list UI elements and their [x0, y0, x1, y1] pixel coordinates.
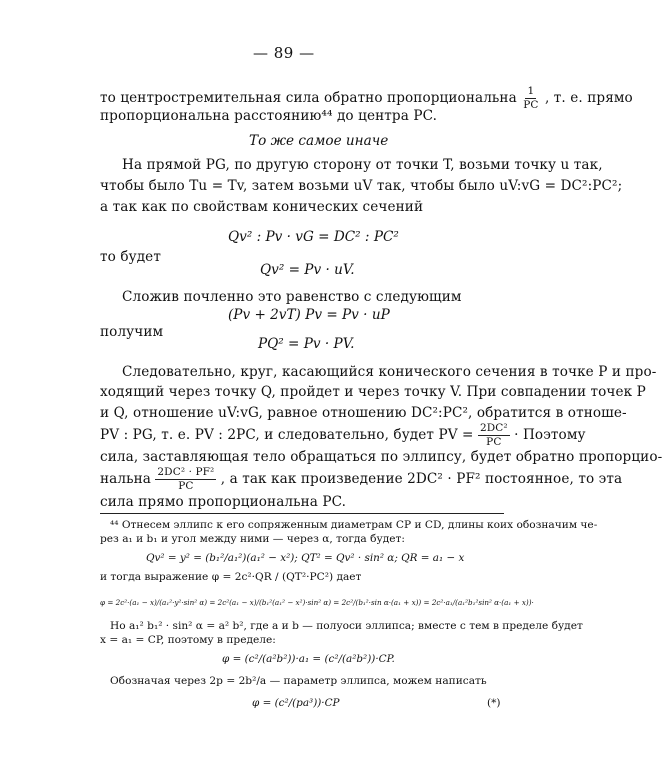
para1-line3: а так как по свойствам конических сечений	[100, 199, 424, 215]
equation-tag: (*)	[487, 697, 501, 709]
equation-2: Qv² = Pv · uV.	[260, 262, 355, 278]
para3-line4	[100, 423, 586, 448]
body-line-2: пропорциональна расстоянию⁴⁴ до центра PC.	[100, 108, 438, 124]
para3-line7: сила прямо пропорциональна PC.	[100, 494, 347, 510]
footnote-equation-2: φ = 2c²·(a₁ − x)/(a₁²·y²·sin² α) = 2c²(a₁ − x)/(b₁²(a₁² − x²)·sin² α) = 2c²/(b₁²·sin α·(a₁ + x)) = 2c²·a₁/(a₁²b₁²sin² α·(a₁ + x))·	[100, 598, 534, 607]
footnote-line1: ⁴⁴ Отнесем эллипс к его сопряженным диаметрам CP и CD, длины коих обозначим че-	[110, 519, 598, 531]
page-number: — 89 —	[253, 44, 315, 62]
footnote-equation-4: φ = (c²/(pa³))·CP	[252, 697, 340, 709]
fraction-numerator: 2DC² · PF²	[155, 467, 216, 480]
fraction-numerator: 1	[525, 86, 536, 99]
fraction-1-over-pc	[521, 86, 540, 111]
footnote-divider	[100, 513, 504, 514]
footnote-line2: рез a₁ и b₁ и угол между ними — через α, тогда будет:	[100, 533, 405, 545]
equation-1: Qv² : Pv · vG = DC² : PC²	[228, 229, 399, 245]
footnote-line5: x = a₁ = CP, поэтому в пределе:	[100, 634, 276, 646]
footnote-equation-3: φ = (c²/(a²b²))·a₁ = (c²/(a²b²))·CP.	[222, 653, 395, 665]
para3-line4-a: PV : PG, т. е. PV : 2PC, и следовательно, будет PV =	[100, 427, 474, 444]
footnote-line6: Обозначая через 2p = 2b²/a — параметр эллипса, можем написать	[110, 675, 487, 687]
fraction-2dc2pf2-over-pc	[155, 467, 216, 492]
fraction-denominator: PC	[486, 436, 502, 449]
para3-line2: ходящий через точку Q, пройдет и через точку V. При совпадении точек P	[100, 384, 646, 400]
fraction-denominator: PC	[178, 480, 194, 493]
body-line-1-tail: , т. е. прямо	[544, 90, 633, 107]
get-word: получим	[100, 324, 164, 340]
para3-line3: и Q, отношение uV:vG, равное отношению DC²:PC², обратится в отноше-	[100, 405, 627, 421]
para3-line4-b: · Поэтому	[514, 427, 586, 444]
para1-line2: чтобы было Tu = Tv, затем возьми uV так, чтобы было uV:vG = DC²:PC²;	[100, 178, 623, 194]
footnote-line4: Но a₁² b₁² · sin² α = a² b², где a и b — полуоси эллипса; вместе с тем в пределе будет	[110, 620, 583, 632]
body-line-1-text: то центростремительная сила обратно пропорциональна	[100, 90, 517, 107]
equation-3: (Pv + 2vT) Pv = Pv · uP	[228, 307, 390, 323]
fraction-denominator: PC	[523, 99, 539, 112]
footnote-line3: и тогда выражение φ = 2c²·QR / (QT²·PC²) дает	[100, 571, 362, 583]
fraction-numerator: 2DC²	[478, 423, 510, 436]
para2: Сложив почленно это равенство с следующим	[122, 289, 462, 305]
then-word: то будет	[100, 249, 161, 265]
para3-line5: сила, заставляющая тело обращаться по эллипсу, будет обратно пропорцио-	[100, 449, 662, 465]
fraction-2dc2-over-pc	[478, 423, 510, 448]
equation-4: PQ² = Pv · PV.	[258, 336, 355, 352]
section-title: То же самое иначе	[249, 133, 389, 149]
para3-line6	[100, 467, 622, 492]
para3-line1: Следовательно, круг, касающийся конического сечения в точке P и про-	[122, 364, 657, 380]
para1-line1: На прямой PG, по другую сторону от точки T, возьми точку u так,	[122, 157, 603, 173]
para3-line6-b: , а так как произведение 2DC² · PF² постоянное, то эта	[220, 471, 623, 488]
footnote-equation-1: Qv² = y² = (b₁²/a₁²)(a₁² − x²); QT² = Qv² · sin² α; QR = a₁ − x	[146, 552, 465, 564]
para3-line6-a: нальна	[100, 471, 151, 488]
